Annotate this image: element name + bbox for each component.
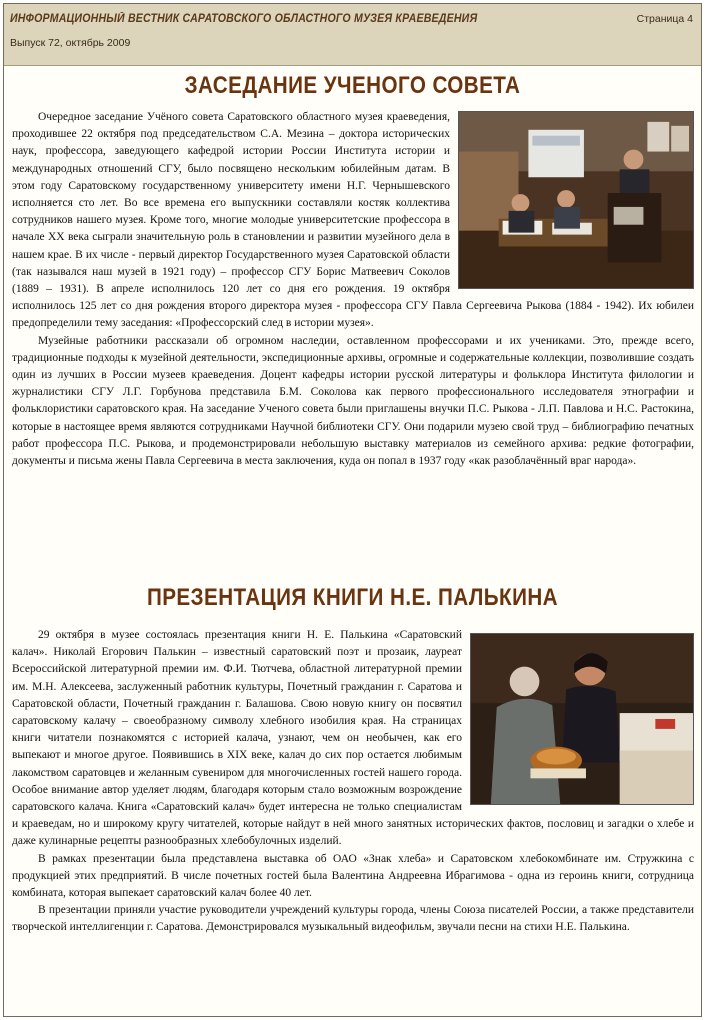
council-paragraph-2: Музейные работники рассказали об огромном наследии, оставленном профессорами и их учениками. Это, прежде всего, традиционные подходы к музейной деятельности, экспедиционные архивы, огромные и содержательные коллекции, позволившие создать один из лучших в России музеев краеведения. Доцент кафедры истории русской литературы и фольклора Института филологии и журналистики СГУ Л.Г. Горбунова представила Б.М. Соколова как первого профессионального исследователя этнографии и фольклористики саратовского края. На заседание Ученого совета были приглашены внучки П.С. Рыкова - Л.П. Павлова и Н.С. Растокина, которые в настоящее время являются сотрудниками Научной библиотеки СГУ. Они подарили музею свой труд – библиографию печатных работ профессора П.С. Рыкова, и продемонстрировали небольшую выставку материалов из семейного архива: редкие фотографии, документы и письма жены Павла Сергеевича в места заключения, куда он попал в 1937 году «как разоблачённый враг народа». (12, 334, 694, 468)
book-paragraph-2: В рамках презентации была представлена выставка об ОАО «Знак хлеба» и Саратовском хлебокомбинате им. Стружкина с продукцией этих предприятий. В числе почетных гостей была Валентина Андреевна Ибрагимова - одна из героинь книги, сотрудница комбината, которая выпекает саратовский калач более 40 лет. (12, 852, 694, 900)
newsletter-title: ИНФОРМАЦИОННЫЙ ВЕСТНИК САРАТОВСКОГО ОБЛАСТНОГО МУЗЕЯ КРАЕВЕДЕНИЯ (10, 13, 478, 25)
book-paragraph-3: В презентации приняли участие руководители учреждений культуры города, члены Союза писателей России, а также представители творческой интеллигенции г. Саратова. Демонстрировался музыкальный видеофильм, звучали песни на стихи Н.Е. Палькина. (12, 904, 694, 934)
photo-council-meeting (458, 111, 694, 289)
article-council (12, 109, 694, 470)
article-book-presentation (12, 627, 694, 937)
section-title-council: ЗАСЕДАНИЕ УЧЕНОГО СОВЕТА (184, 72, 521, 99)
photo-book-presentation (470, 633, 694, 805)
page-number: Страница 4 (636, 13, 693, 25)
issue-label: Выпуск 72, октябрь 2009 (10, 37, 131, 49)
book-paragraph-1: 29 октября в музее состоялась презентация книги Н. Е. Палькина «Саратовский калач». Николай Егорович Палькин – известный саратовский поэт и прозаик, лауреат Всероссийской литературной премии им. Ф.И. Тютчева, областной литературной премии им. М.Н. Алексеева, заслуженный работник культуры, Почетный гражданин г. Саратова и Саратовской области, Почетный гражданин г. Балашова. Свою новую книгу он посвятил саратовскому калачу – своеобразному символу хлебного изобилия края. На страницах книги читатели познакомятся с историей калача, узнают, чем он необычен, как его выпекают и многое другое. Появившись в XIX веке, калач до сих пор остается любимым лакомством саратовцев и желанным сувениром для многочисленных гостей нашего города. Особое внимание автор уделяет людям, благодаря которым стало возможным возрождение саратовского калача. Книга «Саратовский калач» будет интересна не только специалистам и краеведам, но и широкому кругу читателей, которые найдут в ней много занятных исторических фактов, пословиц и загадки о хлебе и даже кулинарные рецепты разнообразных хлебобулочных изделий. (12, 629, 694, 848)
council-paragraph-1: Очередное заседание Учёного совета Саратовского областного музея краеведения, проходившее 22 октября под председательством С.А. Мезина – доктора исторических наук, профессора, заведующего кафедрой истории России Института истории и международных отношений СГУ, было посвящено нескольким юбилейным датам. В этом году Саратовскому государственному университету имени Н.Г. Чернышевского исполняется сто лет. Во все времена его выпускники составляли костяк коллектива сотрудников нашего музея. Кроме того, многие молодые университетские профессора в начале XX века сыграли значительную роль в становлении и развитии музейного дела в нашем крае. В их числе - первый директор Государственного музея Саратовской области (так назывался наш музей в 1921 году) – профессор СГУ Борис Матвеевич Соколов (1889 – 1931). В апреле исполнилось 120 лет со дня его рождения. 19 октября исполнилось 125 лет со дня рождения второго директора музея - профессора СГУ Павла Сергеевича Рыкова (1884 - 1942). Их юбилеи предопределили тему заседания: «Профессорский след в истории музея». (12, 111, 694, 330)
section-title-book-presentation: ПРЕЗЕНТАЦИЯ КНИГИ Н.Е. ПАЛЬКИНА (146, 584, 559, 611)
page-header (4, 4, 701, 66)
newsletter-page (3, 3, 702, 1017)
